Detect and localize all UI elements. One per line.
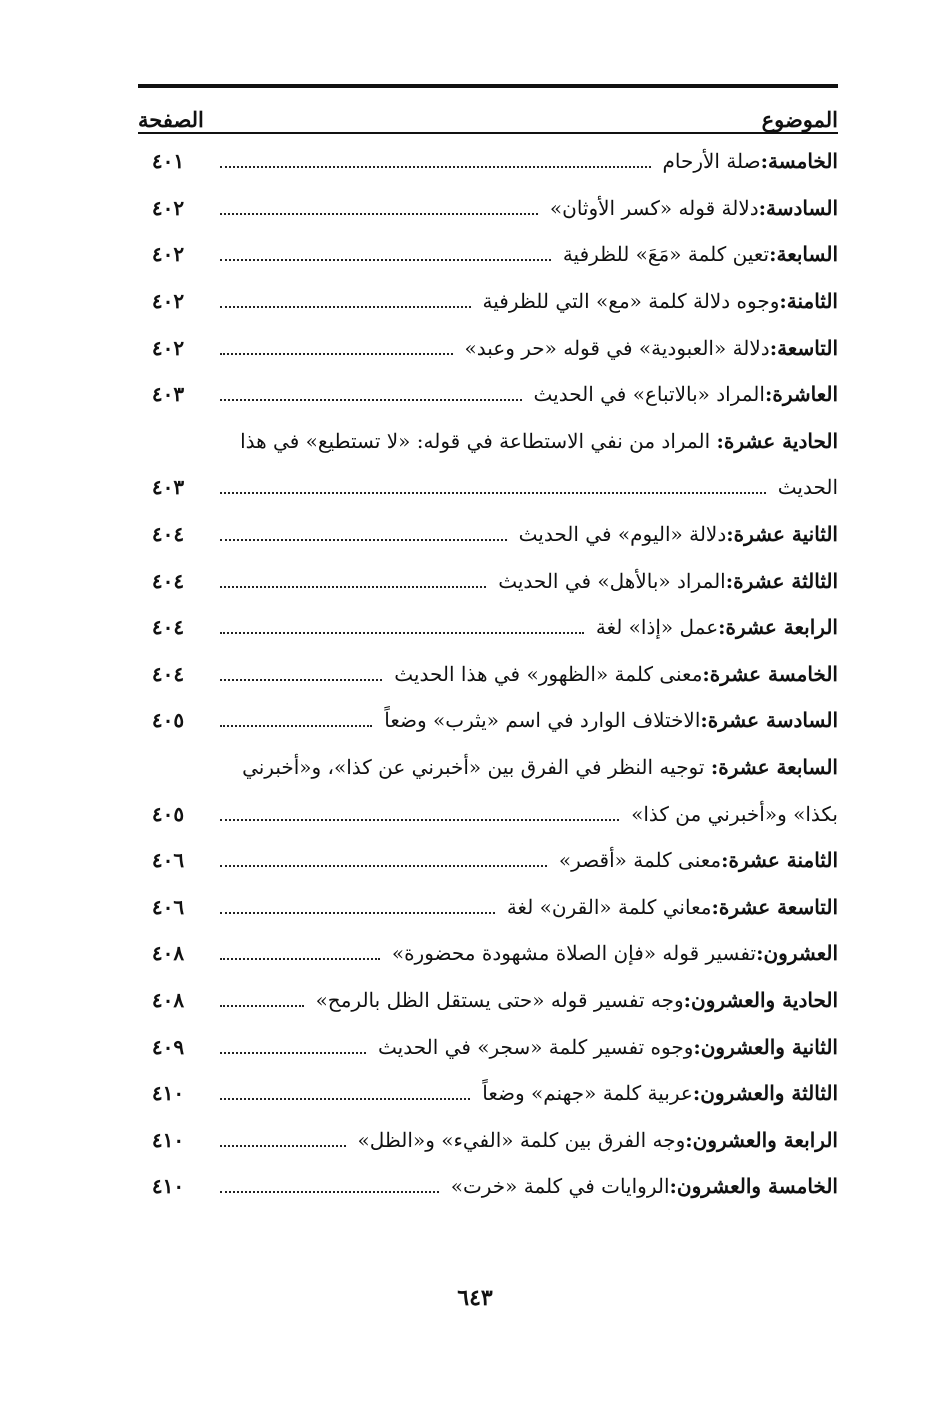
- toc-page: [138, 84, 838, 1210]
- entry-label: الثالثة عشرة:: [725, 568, 838, 593]
- toc-entry: [138, 884, 838, 931]
- leader-dots: [220, 679, 382, 681]
- entry-text-continued: الحديث: [777, 475, 838, 500]
- entry-page-number: ٤٠٤: [151, 522, 185, 547]
- entry-label: السادسة:: [758, 195, 838, 220]
- entry-text: وجوه تفسير كلمة «سجر» في الحديث: [378, 1034, 694, 1059]
- entry-page-number: ٤٠٨: [151, 987, 185, 1012]
- entry-text: المراد «بالأهل» في الحديث: [498, 568, 726, 593]
- entry-label: الرابعة عشرة:: [718, 615, 838, 640]
- entry-text: وجه الفرق بين كلمة «الفيء» و«الظل»: [357, 1127, 686, 1152]
- toc-header: [138, 88, 838, 132]
- page-number: ٦٤٣: [457, 1285, 493, 1311]
- toc-entry: [138, 697, 838, 744]
- entry-text: معاني كلمة «القرن» لغة: [506, 894, 712, 919]
- leader-dots: [220, 725, 372, 727]
- entry-text: الروايات في كلمة «خرت»: [450, 1174, 670, 1199]
- toc-entry: [138, 185, 838, 232]
- entry-text: المراد من نفي الاستطاعة في قوله: «لا تستطيع» في هذا: [240, 428, 711, 453]
- entry-text: دلالة «اليوم» في الحديث: [518, 522, 727, 547]
- toc-entry: [138, 511, 838, 558]
- toc-entry: [138, 977, 838, 1024]
- entry-page-number: ٤٠٢: [151, 242, 185, 267]
- leader-dots: [220, 353, 453, 355]
- toc-entry: [138, 324, 838, 371]
- entry-label: العاشرة:: [764, 382, 838, 407]
- toc-entry: [138, 1023, 838, 1070]
- entry-label: العشرون:: [756, 941, 838, 966]
- entry-text: توجيه النظر في الفرق بين «أخبرني عن كذا»، و«أخبرني: [242, 755, 705, 780]
- leader-dots: [220, 865, 547, 867]
- leader-dots: [220, 1005, 304, 1007]
- entry-page-number: ٤٠٢: [151, 335, 185, 360]
- entry-label: الثالثة والعشرون:: [692, 1081, 838, 1106]
- entry-page-number: ٤١٠: [151, 1081, 185, 1106]
- leader-dots: [220, 213, 538, 215]
- toc-entry: [138, 557, 838, 604]
- toc-entry: [138, 371, 838, 418]
- leader-dots: [220, 632, 584, 634]
- leader-dots: [220, 492, 766, 494]
- entry-text: صلة الأرحام: [662, 149, 761, 174]
- entry-label: الخامسة عشرة:: [702, 661, 838, 686]
- leader-dots: [220, 539, 507, 541]
- header-rule: [138, 132, 838, 134]
- leader-dots: [220, 1145, 346, 1147]
- entry-label: السابعة عشرة:: [710, 755, 838, 780]
- entry-text: وجوه دلالة كلمة «مع» التي للظرفية: [482, 289, 780, 314]
- toc-entry: [138, 604, 838, 651]
- entry-page-number: ٤٠٣: [151, 475, 185, 500]
- toc-entry: [138, 231, 838, 278]
- toc-entry: [138, 837, 838, 884]
- toc-entry: [138, 744, 838, 837]
- entry-label: الحادية والعشرون:: [683, 987, 838, 1012]
- entry-page-number: ٤٠٤: [151, 661, 185, 686]
- leader-dots: [220, 912, 495, 914]
- entry-label: الثامنة:: [779, 289, 838, 314]
- entry-text: المراد «بالاتباع» في الحديث: [533, 382, 765, 407]
- toc-entry: [138, 930, 838, 977]
- leader-dots: [220, 586, 486, 588]
- leader-dots: [220, 399, 522, 401]
- toc-entry: [138, 1070, 838, 1117]
- leader-dots: [220, 958, 380, 960]
- entry-label: الثانية عشرة:: [726, 522, 838, 547]
- entry-label: التاسعة عشرة:: [711, 894, 838, 919]
- entry-label: السابعة:: [769, 242, 838, 267]
- entry-text: تعين كلمة «مَعَ» للظرفية: [562, 242, 770, 267]
- entry-label: السادسة عشرة:: [700, 708, 838, 733]
- entry-label: الحادية عشرة:: [716, 428, 838, 453]
- toc-list: [138, 138, 838, 1210]
- toc-entry: [138, 418, 838, 511]
- toc-entry: [138, 1116, 838, 1163]
- entry-label: الثامنة عشرة:: [721, 848, 838, 873]
- entry-page-number: ٤٠٥: [151, 801, 185, 826]
- entry-page-number: ٤٠١: [151, 149, 185, 174]
- leader-dots: [220, 1098, 470, 1100]
- leader-dots: [220, 1191, 439, 1193]
- entry-label: الثانية والعشرون:: [693, 1034, 838, 1059]
- toc-entry: [138, 278, 838, 325]
- entry-text: عربية كلمة «جهنم» وضعاً: [482, 1081, 693, 1106]
- entry-text: دلالة «العبودية» في قوله «حر وعبد»: [464, 335, 770, 360]
- entry-text: تفسير قوله «فإن الصلاة مشهودة محضورة»: [391, 941, 757, 966]
- entry-label: الخامسة:: [760, 149, 838, 174]
- leader-dots: [220, 259, 551, 261]
- entry-page-number: ٤٠٣: [151, 382, 185, 407]
- entry-text-continued: بكذا» و«أخبرني من كذا»: [631, 801, 838, 826]
- entry-page-number: ٤٠٩: [151, 1034, 185, 1059]
- header-topic: الموضوع: [761, 107, 838, 132]
- entry-text: معنى كلمة «أقصر»: [558, 848, 722, 873]
- entry-text: الاختلاف الوارد في اسم «يثرب» وضعاً: [384, 708, 701, 733]
- toc-entry: [138, 138, 838, 185]
- entry-label: الخامسة والعشرون:: [669, 1174, 838, 1199]
- toc-entry: [138, 651, 838, 698]
- leader-dots: [220, 166, 651, 168]
- entry-page-number: ٤٠٥: [151, 708, 185, 733]
- entry-page-number: ٤١٠: [151, 1174, 185, 1199]
- entry-text: معنى كلمة «الظهور» في هذا الحديث: [394, 661, 703, 686]
- entry-page-number: ٤٠٢: [151, 289, 185, 314]
- entry-label: الرابعة والعشرون:: [685, 1127, 838, 1152]
- entry-label: التاسعة:: [769, 335, 838, 360]
- entry-page-number: ٤١٠: [151, 1127, 185, 1152]
- leader-dots: [220, 1052, 366, 1054]
- header-page: الصفحة: [138, 107, 204, 132]
- entry-text: وجه تفسير قوله «حتى يستقل الظل بالرمح»: [315, 987, 684, 1012]
- entry-text: دلالة قوله «كسر الأوثان»: [549, 195, 759, 220]
- entry-page-number: ٤٠٤: [151, 615, 185, 640]
- entry-text: عمل «إذا» لغة: [595, 615, 719, 640]
- leader-dots: [220, 819, 619, 821]
- entry-page-number: ٤٠٨: [151, 941, 185, 966]
- entry-page-number: ٤٠٦: [151, 894, 185, 919]
- toc-entry: [138, 1163, 838, 1210]
- entry-page-number: ٤٠٤: [151, 568, 185, 593]
- leader-dots: [220, 306, 471, 308]
- entry-page-number: ٤٠٢: [151, 195, 185, 220]
- entry-page-number: ٤٠٦: [151, 848, 185, 873]
